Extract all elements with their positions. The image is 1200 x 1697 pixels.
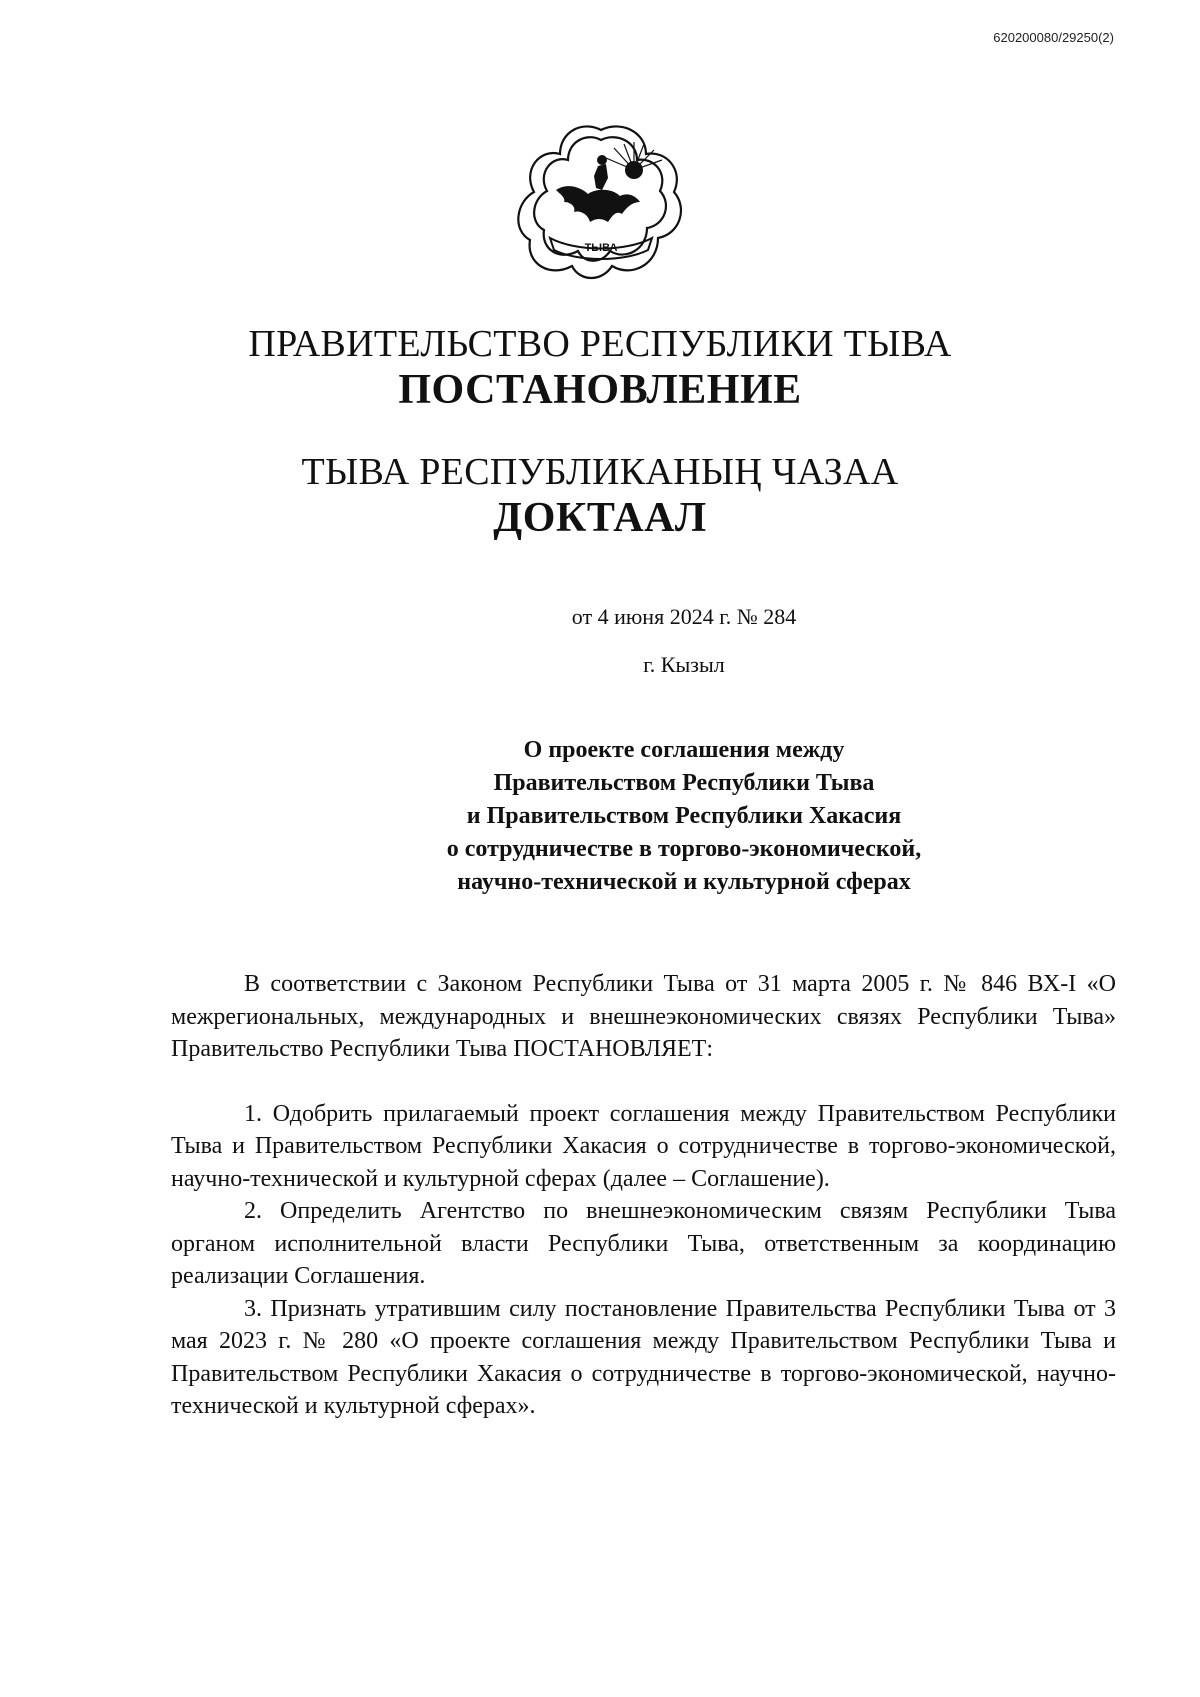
subject-line: О проекте соглашения между [523, 737, 845, 763]
subject-line: и Правительством Республики Хакасия [466, 803, 902, 829]
decree-clause: 3. Признать утратившим силу постановление Правительства Республики Тыва от 3 мая 2023 г. № 280 «О проекте соглашения между Правительством Республики Тыва и Правительством Республики Хакасия о сотрудничестве в торгово-экономической, научно-технической и культурной сферах». [171, 1295, 1116, 1419]
decree-title-ru: ПОСТАНОВЛЕНИЕ [398, 367, 802, 413]
decree-clause: 1. Одобрить прилагаемый проект соглашения между Правительством Республики Тыва и Правительством Республики Хакасия о сотрудничестве в торгово-экономической, научно-технической и культурной сферах (далее – Соглашение). [171, 1100, 1116, 1192]
emblem-ribbon-text: ТЫВА [584, 242, 618, 254]
document-id: 620200080/29250(2) [993, 30, 1114, 45]
decree-date-number: от 4 июня 2024 г. № 284 [571, 604, 797, 629]
decree-city: г. Кызыл [643, 652, 725, 677]
subject-line: Правительством Республики Тыва [493, 770, 875, 796]
subject-line: научно-технической и культурной сферах [457, 869, 911, 895]
government-title-tv: ТЫВА РЕСПУБЛИКАНЫҢ ЧАЗАА [301, 451, 899, 493]
decree-clause: 2. Определить Агентство по внешнеэкономическим связям Республики Тыва органом исполнительной власти Республики Тыва, ответственным за координацию реализации Соглашения. [171, 1198, 1116, 1289]
decree-title-tv: ДОКТААЛ [493, 495, 707, 541]
government-title-ru: ПРАВИТЕЛЬСТВО РЕСПУБЛИКИ ТЫВА [248, 323, 952, 365]
decree-preamble: В соответствии с Законом Республики Тыва от 31 марта 2005 г. № 846 ВХ-I «О межрегиональных, международных и внешнеэкономических связях Республики Тыва» Правительство Республики Тыва ПОСТАНОВЛЯЕТ: [171, 971, 1116, 1062]
decree-subject [84, 734, 1200, 899]
emblem-of-tuva-icon [516, 118, 686, 288]
subject-line: о сотрудничестве в торгово-экономической, [446, 836, 922, 862]
decree-body [171, 968, 1116, 1423]
